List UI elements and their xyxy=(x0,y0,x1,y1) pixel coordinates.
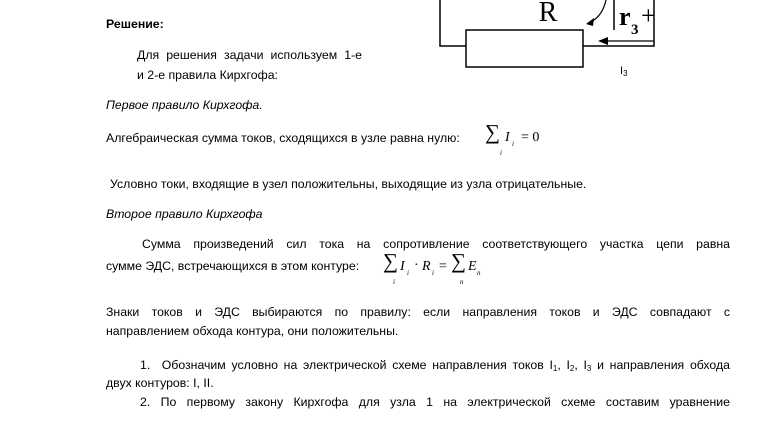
second-rule-line-2: сумме ЭДС, встречающихся в этом контуре: xyxy=(106,259,360,273)
sigma-symbol: ∑ xyxy=(485,120,500,144)
r3-label: r xyxy=(619,2,631,31)
wire-left xyxy=(440,0,466,46)
first-rule-note: Условно токи, входящие в узел положительны, выходящие из узла отрицательные. xyxy=(110,177,587,191)
current-label-i3: I3 xyxy=(620,65,628,78)
second-rule-line-1: Сумма произведений сил тока на сопротивление соответствующего участка цепи равна xyxy=(142,237,730,251)
solution-heading: Решение: xyxy=(106,17,164,31)
second-rule-title: Второе правило Кирхгофа xyxy=(106,207,263,221)
circuit-diagram xyxy=(430,0,670,80)
resistor-symbol xyxy=(466,30,583,67)
emf-arrow-head xyxy=(586,18,594,26)
step-1-line-2: двух контуров: I, II. xyxy=(106,376,214,390)
r3-subscript: 3 xyxy=(631,22,639,38)
step-1-line-1: 1. Обозначим условно на электрической схеме направления токов I1, I2, I3 и направления обхода xyxy=(140,358,731,373)
first-rule-title: Первое правило Кирхгофа. xyxy=(106,98,263,112)
second-rule-formula: ∑ i I i · R i = ∑ n E n xyxy=(383,249,481,286)
signs-line-2: направлением обхода контура, они положительны. xyxy=(106,324,399,338)
plus-sign: + xyxy=(641,1,656,30)
first-rule-text: Алгебраическая сумма токов, сходящихся в узле равна нулю: xyxy=(106,131,460,145)
signs-line-1: Знаки токов и ЭДС выбираются по правилу: если направления токов и ЭДС совпадают с xyxy=(106,305,730,319)
intro-line-1: Для решения задачи используем 1-е xyxy=(137,48,362,62)
intro-line-2: и 2-е правила Кирхгофа: xyxy=(137,68,278,82)
emf-arrow xyxy=(588,0,606,23)
step-2-line-1: 2. По первому закону Кирхгофа для узла 1 на электрической схеме составим уравнение xyxy=(140,395,730,409)
current-arrow-head xyxy=(598,37,608,45)
resistor-label: R xyxy=(538,0,558,28)
